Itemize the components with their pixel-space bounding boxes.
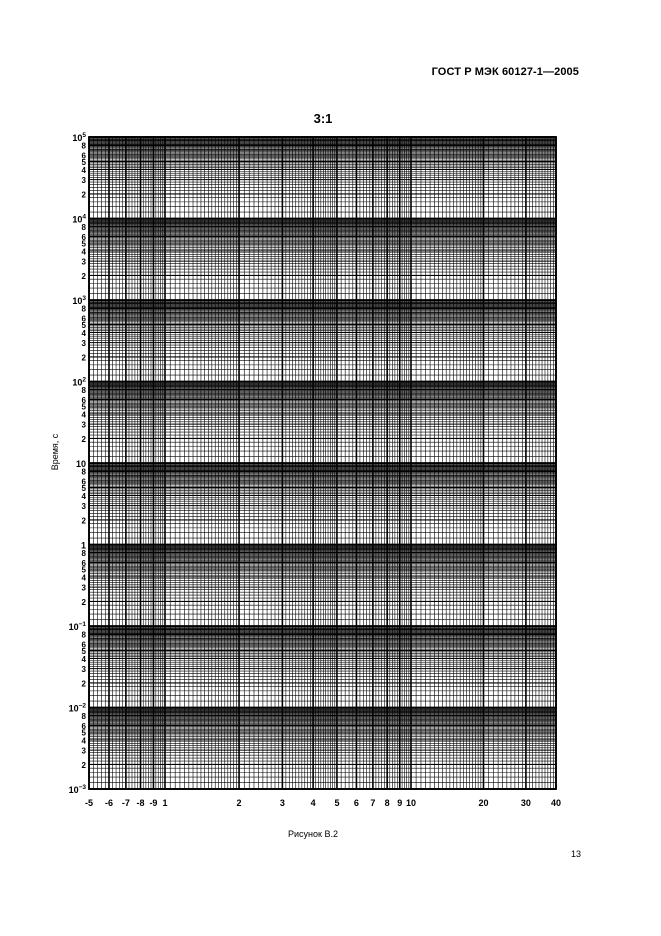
y-minor-label: 3	[81, 176, 86, 186]
y-minor-label: 8	[81, 630, 86, 640]
y-decade-label: 1	[80, 540, 86, 551]
y-minor-label: 8	[81, 141, 86, 151]
x-tick-label: -6	[104, 798, 113, 808]
y-minor-label: 5	[81, 402, 86, 412]
y-minor-label: 6	[81, 314, 86, 324]
y-decade-label: $10^2$	[72, 376, 86, 388]
y-minor-label: 6	[81, 233, 86, 243]
x-tick-label: 40	[550, 798, 562, 808]
y-minor-label: 8	[81, 711, 86, 721]
y-minor-label: 2	[81, 597, 86, 607]
y-minor-label: 5	[81, 239, 86, 249]
x-tick-label: 8	[384, 798, 390, 808]
y-minor-label: 4	[81, 410, 86, 420]
y-minor-label: 3	[81, 420, 86, 430]
y-minor-label: 4	[81, 736, 86, 746]
y-minor-label: 5	[81, 728, 86, 738]
y-minor-label: 2	[81, 271, 86, 281]
y-minor-label: 3	[81, 339, 86, 349]
y-minor-label: 6	[81, 640, 86, 650]
chart-title: 3:1	[313, 111, 333, 126]
y-minor-label: 3	[81, 665, 86, 675]
y-tick-labels	[69, 132, 87, 795]
y-minor-label: 6	[81, 559, 86, 569]
y-minor-label: 8	[81, 548, 86, 558]
y-minor-label: 5	[81, 484, 86, 494]
x-tick-labels	[85, 798, 561, 808]
x-tick-label: 2	[236, 798, 242, 808]
y-minor-label: 2	[81, 679, 86, 689]
x-tick-label: -7	[121, 798, 130, 808]
y-minor-label: 4	[81, 328, 86, 338]
x-tick-label: 20	[478, 798, 489, 808]
x-tick-label: 3	[279, 798, 285, 808]
x-tick-label: 9	[397, 798, 403, 808]
y-decade-label: 10	[75, 459, 86, 469]
y-minor-label: 8	[81, 467, 86, 477]
y-minor-label: 4	[81, 654, 86, 664]
y-minor-label: 3	[81, 502, 86, 512]
y-minor-label: 6	[81, 722, 86, 732]
y-decade-label: $10^4$	[72, 213, 86, 225]
x-tick-label: 4	[310, 798, 316, 808]
y-decade-label: $10^3$	[72, 295, 86, 306]
y-minor-label: 5	[81, 565, 86, 575]
x-tick-label: -9	[149, 798, 158, 808]
y-minor-label: 2	[81, 190, 86, 200]
y-minor-label: 6	[81, 151, 86, 161]
y-minor-label: 4	[81, 491, 86, 501]
y-decade-label: $10^{-2}$	[68, 702, 86, 714]
y-minor-label: 2	[81, 516, 86, 526]
x-tick-label: 6	[353, 798, 359, 808]
x-tick-label: -8	[136, 798, 145, 808]
y-minor-label: 8	[81, 385, 86, 395]
y-minor-label: 6	[81, 396, 86, 406]
y-axis-label: Время, с	[50, 433, 60, 471]
x-tick-label: 10	[405, 798, 417, 808]
y-minor-label: 3	[81, 583, 86, 593]
y-decade-label: $10^{-1}$	[68, 621, 86, 632]
x-tick-label: 1	[162, 798, 168, 808]
y-minor-label: 5	[81, 321, 86, 331]
grid-layer	[89, 137, 556, 789]
page-number: 13	[570, 849, 581, 859]
x-tick-label: 30	[520, 798, 531, 808]
figure-caption: Рисунок В.2	[288, 829, 338, 839]
x-tick-label: 5	[334, 798, 340, 808]
x-tick-label: 7	[370, 798, 376, 808]
y-minor-label: 2	[81, 434, 86, 444]
y-minor-label: 4	[81, 165, 86, 175]
x-tick-label: -5	[84, 798, 94, 808]
y-minor-label: 3	[81, 257, 86, 267]
y-minor-label: 8	[81, 222, 86, 232]
y-minor-label: 4	[81, 247, 86, 257]
y-decade-label: $10^5$	[72, 132, 86, 143]
y-minor-label: 3	[81, 746, 86, 756]
y-minor-label: 6	[81, 477, 86, 487]
y-minor-label: 2	[81, 353, 86, 363]
y-decade-label: $10^{-3}$	[68, 784, 86, 795]
y-minor-label: 5	[81, 158, 86, 168]
y-minor-label: 2	[81, 760, 86, 770]
document-header: ГОСТ Р МЭК 60127-1—2005	[431, 66, 579, 78]
y-minor-label: 4	[81, 573, 86, 583]
y-minor-label: 8	[81, 304, 86, 314]
y-minor-label: 5	[81, 647, 86, 657]
